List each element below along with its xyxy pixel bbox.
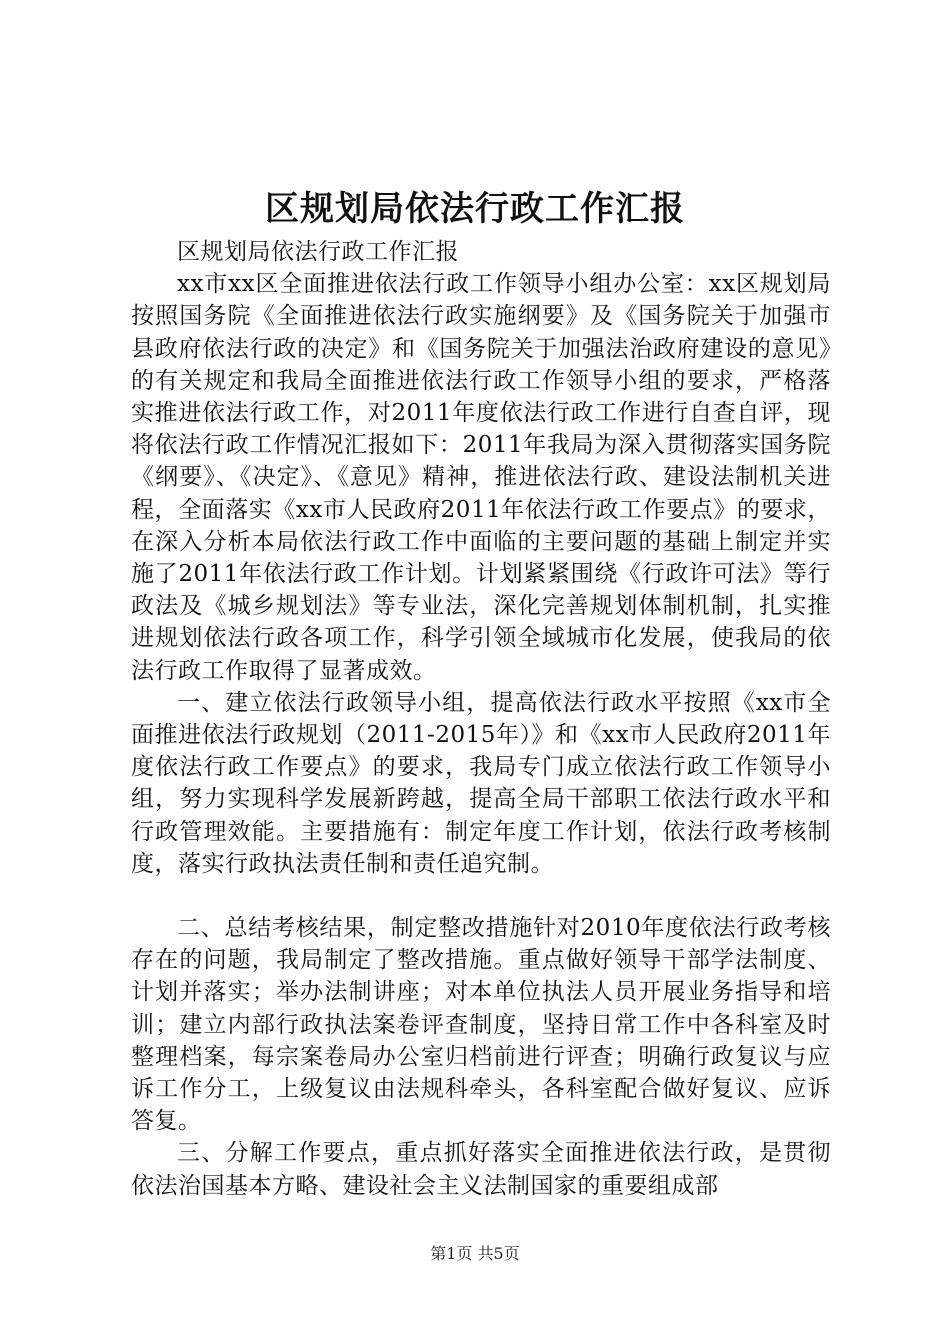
document-title: 区规划局依法行政工作汇报 bbox=[265, 189, 685, 229]
body-paragraph-section-3: 三、分解工作要点，重点抓好落实全面推进依法行政，是贯彻依法治国基本方略、建设社会主义法制国家的重要组成部 bbox=[131, 1140, 831, 1199]
document-body bbox=[131, 236, 831, 1202]
body-paragraph-intro: xx市xx区全面推进依法行政工作领导小组办公室：xx区规划局按照国务院《全面推进依法行政实施纲要》及《国务院关于加强市县政府依法行政的决定》和《国务院关于加强法治政府建设的意见》的有关规定和我局全面推进依法行政工作领导小组的要求，严格落实推进依法行政工作，对2011年度依法行政工作进行自查自评，现将依法行政工作情况汇报如下：2011年我局为深入贯彻落实国务院《纲要》、《决定》、《意见》精神，推进依法行政、建设法制机关进程，全面落实《xx市人民政府2011年依法行政工作要点》的要求，在深入分析本局依法行政工作中面临的主要问题的基础上制定并实施了2011年依法行政工作计划。计划紧紧围绕《行政许可法》等行政法及《城乡规划法》等专业法，深化完善规划体制机制，扎实推进规划依法行政各项工作，科学引领全域城市化发展，使我局的依法行政工作取得了显著成效。 bbox=[131, 271, 831, 684]
body-paragraph-section-2: 二、总结考核结果，制定整改措施针对2010年度依法行政考核存在的问题，我局制定了整改措施。重点做好领导干部学法制度、计划并落实；举办法制讲座；对本单位执法人员开展业务指导和培训；建立内部行政执法案卷评查制度，坚持日常工作中各科室及时整理档案，每宗案卷局办公室归档前进行评查；明确行政复议与应诉工作分工，上级复议由法规科牵头，各科室配合做好复议、应诉答复。 bbox=[131, 915, 831, 1135]
body-paragraph-subtitle: 区规划局依法行政工作汇报 bbox=[177, 239, 459, 265]
body-paragraph-section-1: 一、建立依法行政领导小组，提高依法行政水平按照《xx市全面推进依法行政规划（2011-2015年）》和《xx市人民政府2011年度依法行政工作要点》的要求，我局专门成立依法行政工作领导小组，努力实现科学发展新跨越，提高全局干部职工依法行政水平和行政管理效能。主要措施有：制定年度工作计划，依法行政考核制度，落实行政执法责任制和责任追究制。 bbox=[131, 689, 831, 877]
page-number-footer: 第1页 共5页 bbox=[430, 1244, 520, 1263]
